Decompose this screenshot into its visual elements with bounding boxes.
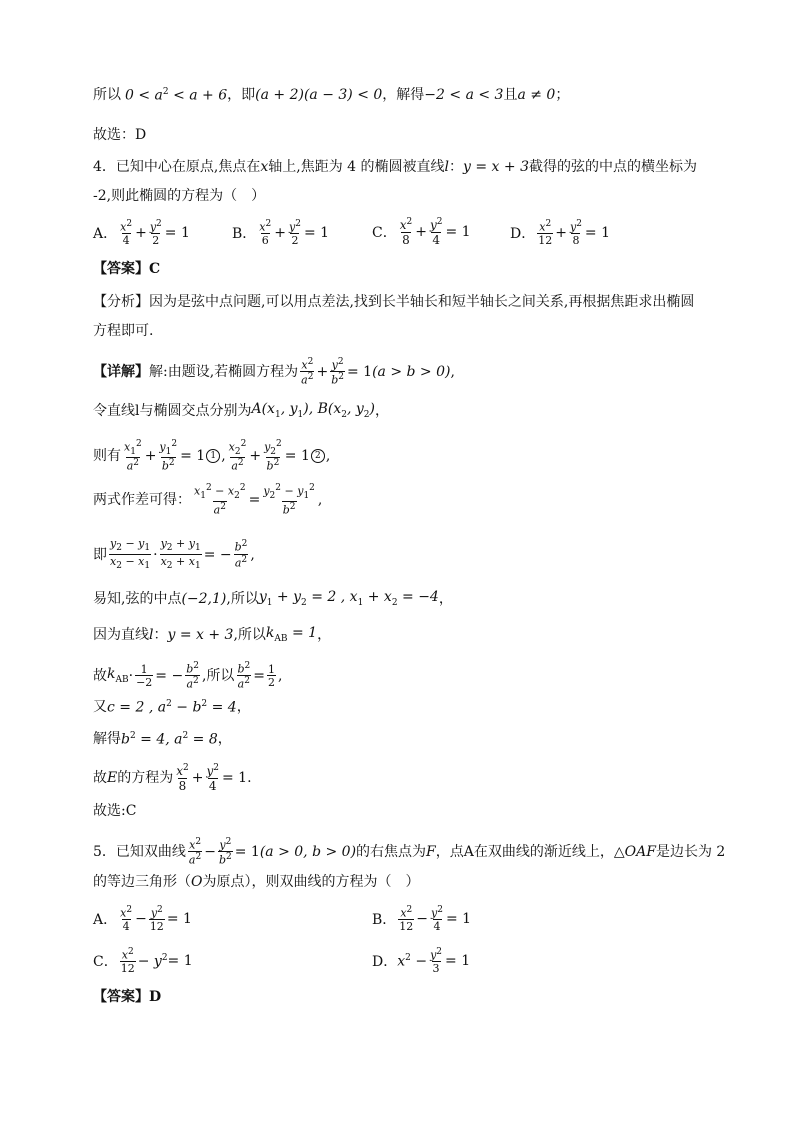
q5-f: F (426, 844, 436, 861)
option-letter: C． (93, 954, 118, 971)
detail-text: 易知,弦的中点 (93, 590, 182, 607)
option-letter: A． (93, 912, 118, 929)
q5-text: ，点A在双曲线的渐近线上， (435, 844, 614, 861)
option-letter: C． (372, 225, 397, 242)
q5-cond: (a > 0, b > 0) (259, 844, 357, 861)
text-so: 所以 (93, 87, 121, 104)
q4-analysis-line1: 【分析】因为是弦中点问题,可以用点差法,找到长半轴长和短半轴长之间关系,再根据焦距求出椭圆 (93, 294, 695, 310)
q4-text: ： (449, 159, 464, 175)
q5-text: 为原点），则双曲线的方程为（ ） (202, 874, 420, 890)
q4-stem-line2: -2,则此椭圆的方程为（ ） (93, 188, 266, 204)
detail-text: ,所以 (226, 590, 259, 607)
detail-text: 令直线l与椭圆交点分别为 (93, 402, 252, 419)
q4-option-d[interactable]: D． $\frac{x^2}{12}$ + $\frac{y^2}{8}$ = 1 (510, 219, 611, 248)
q5-text: 的右焦点为 (356, 844, 427, 861)
detail-text: 解得 (93, 731, 121, 748)
detail-punct: ， (236, 699, 251, 716)
q4-line-eq: y = x + 3 (463, 159, 529, 175)
option-letter: D． (372, 954, 398, 971)
q4-detail-line8: 故 $k_{AB}$ · $\frac{1}{-2}$ = − $\frac{b^2}{a^2}$ ,所以 $\frac{b^2}{a^2}$ = $\frac{1}{2}$ , (93, 661, 283, 691)
detail-text: 即 (93, 546, 107, 563)
q4-detail-line6: 易知,弦的中点 (−2,1) ,所以 $y_1 + y_2 = 2$ , $x_1 + x_2 = -4$ ， (93, 589, 453, 608)
q5-text: 是边长为 2 (655, 844, 726, 861)
q5-text: 的等边三角形（ (93, 874, 191, 890)
q5-option-b[interactable]: B． $\frac{x^2}{12}$ − $\frac{y^2}{4}$ = 1 (372, 905, 472, 934)
q4-option-b[interactable]: B． $\frac{x^2}{6}$ + $\frac{y^2}{2}$ = 1 (232, 219, 330, 248)
detail-text: = 1. (222, 770, 252, 787)
detail-text: 故 (93, 770, 107, 787)
q4-stem-line1 (93, 160, 697, 174)
q4-detail-line1: 【详解】 解:由题设,若椭圆方程为 $\frac{x^2}{a^2}$ + $\frac{y^2}{b^2}$ = 1 (a > b > 0) , (93, 357, 455, 387)
q4-detail-line3: 则有 $\frac{x_1^2}{a^2}$ + $\frac{y_1^2}{b^2}$ = 1 1 , $\frac{x_2^2}{a^2}$ + $\frac{y_2^2}{b^2}$ = 1 2 , (93, 439, 331, 473)
q5-option-a[interactable]: A． $\frac{x^2}{4}$ − $\frac{y^2}{12}$ = 1 (93, 905, 192, 934)
q4-option-a[interactable]: A． $\frac{x^2}{4}$ + $\frac{y^2}{2}$ = 1 (93, 219, 190, 248)
option-letter: B． (372, 912, 397, 929)
detail-l: l (149, 626, 154, 643)
eq-one: = 1 (164, 225, 190, 242)
detail-cond: (a > b > 0) (372, 364, 451, 381)
q5-stem-line2 (93, 875, 419, 889)
q4-detail-line10: 解得 $b^2 = 4$, $a^2 = 8$ ， (93, 731, 232, 748)
q4-detail-line4: 两式作差可得： $\frac{x_1^2 - x_2^2}{a^2}$ = $\frac{y_2^2 - y_1^2}{b^2}$ , (93, 483, 323, 517)
q4-analysis-line2: 方程即可. (93, 323, 154, 339)
q4-detail-line11: 故 E 的方程为 $\frac{x^2}{8}$ + $\frac{y^2}{4}$ = 1. (93, 763, 252, 793)
q4-detail-line2: 令直线l与椭圆交点分别为 $A(x_1$, $y_1$), $B(x_2$, $y_2$) ， (93, 401, 389, 420)
detail-punct: ， (217, 731, 232, 748)
detail-line-eq: y = x + 3 (167, 626, 234, 643)
q5-text: 5．已知双曲线 (93, 844, 186, 861)
choice-line-d: 故选：D (93, 127, 147, 143)
q5-option-d[interactable]: D． $x^2$ − $\frac{y^2}{3}$ = 1 (372, 947, 471, 976)
detail-text: 又 (93, 699, 107, 716)
q5-stem-line1: 5．已知双曲线 $\frac{x^2}{a^2}$ − $\frac{y^2}{b^2}$ = 1 (a > 0, b > 0) 的右焦点为 F ，点A在双曲线的渐近线上， △OAF 是边长为 2 (93, 837, 726, 867)
detail-e: E (107, 770, 118, 787)
detail-text: ,所以 (201, 668, 235, 685)
q4-answer: 【答案】C (93, 261, 161, 277)
q4-option-c[interactable]: C． $\frac{x^2}{8}$ + $\frac{y^2}{4}$ = 1 (372, 217, 471, 247)
q5-answer: 【答案】D (93, 989, 162, 1005)
text-and: 且 (503, 87, 518, 104)
q4-text: 4．已知中心在原点,焦点在 (93, 159, 261, 175)
detail-text: 的方程为 (117, 770, 174, 787)
detail-text: 解:由题设,若椭圆方程为 (149, 364, 299, 381)
detail-punct: ， (438, 590, 453, 607)
detail-label: 【详解】 (93, 364, 149, 381)
text-solve: ，解得 (382, 87, 425, 104)
detail-punct: , (450, 364, 455, 381)
detail-text: 故 (93, 668, 107, 685)
detail-text: 则有 (93, 448, 121, 465)
detail-text: ,所以 (233, 626, 266, 643)
q4-text: 截得的弦的中点的横坐标为 (529, 159, 697, 175)
detail-text: 两式作差可得： (93, 492, 191, 509)
eq-one: = 1 (445, 224, 471, 241)
option-letter: A． (93, 226, 118, 243)
q4-conclusion: 故选:C (93, 803, 137, 819)
q4-detail-line5: 即 $\frac{y_2 - y_1}{x_2 - x_1}$ · $\frac{y_2 + y_1}{x_2 + x_1}$ = − $\frac{b^2}{a^2}$ , (93, 537, 255, 571)
q4-text: 轴上,焦距为 4 的椭圆被直线 (268, 159, 445, 175)
text-ie: ，即 (227, 87, 256, 104)
detail-punct: ， (375, 402, 389, 419)
eq-one: = 1 (584, 225, 611, 242)
q4-x: x (260, 159, 269, 175)
q4-l: l (444, 159, 450, 175)
text-semicolon: ； (555, 87, 570, 104)
eq-one: = 1 (303, 225, 330, 242)
detail-punct: ， (317, 626, 332, 643)
detail-text: ： (153, 626, 168, 643)
q5-o: O (191, 874, 203, 890)
q5-triangle: △OAF (613, 844, 656, 861)
detail-text: 因为直线 (93, 626, 149, 643)
q5-option-c[interactable]: C． $\frac{x^2}{12}$ − $y^2$ = 1 (93, 947, 193, 976)
q4-detail-line7: 因为直线 l ： y = x + 3 ,所以 $k_{AB} = 1$ ， (93, 625, 332, 644)
q4-detail-line9: 又 c = 2 , $a^2 - b^2 = 4$ ， (93, 699, 251, 716)
solution-line-range: 所以 $0 < a^2 < a + 6$ ，即 (a + 2)(a − 3) < 0 ，解得 −2 < a < 3 且 a ≠ 0 ； (93, 87, 570, 104)
option-letter: B． (232, 226, 257, 243)
option-letter: D． (510, 226, 536, 243)
